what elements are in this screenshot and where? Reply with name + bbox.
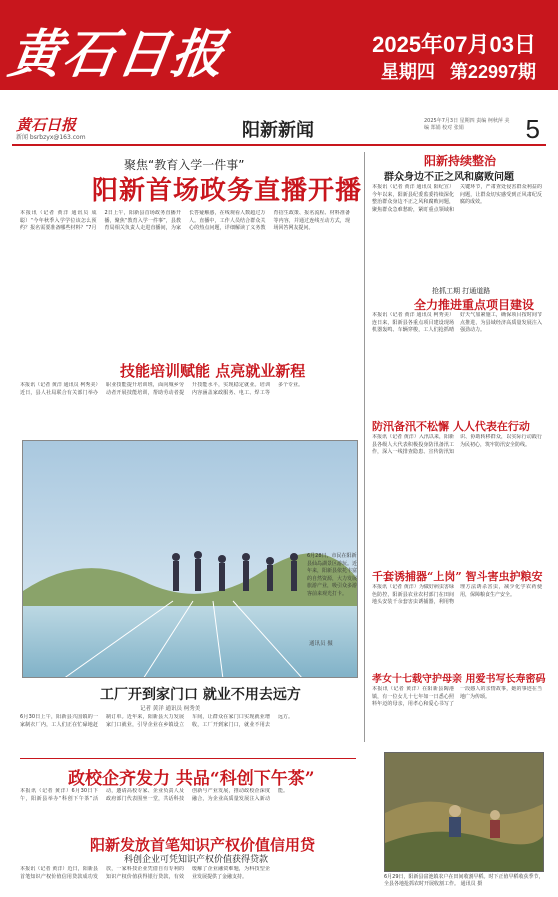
- flood-body: 本报讯（记者 黄洋）入汛以来，阳新县各级人大代表积极投身防汛备汛工作，深入一线排查隐患、宣传防汛知识、协助转移群众，以实际行动践行为民初心，筑牢防汛安全防线。: [372, 434, 542, 455]
- section-title: 阳新新闻: [242, 120, 314, 141]
- photo-credit: 通讯员 摄: [309, 641, 333, 647]
- enterprise-body: 本报讯（记者 黄洋）6月30日下午，阳新县举办“科创下午茶”活动，邀请高校专家、企业负责人及政府部门代表围坐一堂，共话科技创新与产业发展，推动政校企深度融合，为企业高质量发展注入新动能。: [20, 788, 289, 802]
- issue-date: 2025年07月03日: [372, 32, 536, 57]
- harvest-field-photo: [385, 753, 544, 872]
- harvest-credit: 通讯员 摄: [460, 881, 483, 887]
- jobs-byline: 记者 黄洋 通讯员 柯秀美: [140, 706, 201, 712]
- newspaper-logo: 黄石日报: [5, 24, 230, 85]
- ip-loan-body: 本报讯（记者 黄洋）近日，阳新县首笔知识产权价值信用贷款成功发放，一家科技企业凭借自有专利的知识产权价值获得银行贷款，有效缓解了企业融资难题，为科技型企业发展提供了金融支持。: [20, 866, 270, 880]
- harvest-photo: [384, 752, 544, 872]
- care-body: 本报讯（记者 黄洋）在阳新县陶港镇，有一位女儿十七年如一日悉心照料年迈的母亲，用孝心和爱心书写了一段感人的亲情故事，她的事迹在当地广为传颂。: [372, 686, 542, 707]
- jobs-body: 6月30日上午，阳新县兴国镇的一家制衣厂内，工人们正在忙碌地赶制订单。近年来，阳新县大力发展家门口就业，引导企业在乡镇设立车间，让群众在家门口实现就业增收，工厂开到家门口，就业不用去远方。: [20, 714, 294, 728]
- ip-loan-headline: 阳新发放首笔知识产权价值信用贷: [90, 836, 316, 854]
- page-number: 5: [525, 114, 540, 144]
- masthead-bar: [0, 0, 558, 90]
- enterprise-headline: 政校企齐发力 共品“科创下午茶”: [68, 769, 315, 789]
- issue-line: [381, 58, 536, 84]
- lead-kicker: 聚焦“教育入学一件事”: [124, 158, 245, 172]
- issue-number: 第22997期: [449, 62, 536, 82]
- lead-photo: [22, 440, 358, 678]
- pest-headline: 千套诱捕器“上岗” 智斗害虫护粮安: [372, 570, 543, 583]
- jobs-headline: 工厂开到家门口 就业不用去远方: [100, 687, 301, 703]
- discipline-subtitle: 群众身边不正之风和腐败问题: [384, 172, 514, 183]
- page-editors: 2025年7月3日 星期四 责编 柯秋萍 美编 郑娟 校对 张娟: [424, 118, 510, 131]
- flood-headline: 防汛备汛不松懈 人人代表在行动: [372, 420, 530, 433]
- section-rule: [20, 758, 356, 759]
- project-headline: 全力推进重点项目建设: [414, 298, 535, 312]
- lead-headline: 阳新首场政务直播开播: [92, 176, 363, 206]
- page-email: 新闻 bsrbzyx@163.com: [16, 134, 86, 141]
- training-body: 本报讯（记者 黄洋 通讯员 柯秀美）近日，县人社局联合有关部门举办职业技能提升培训班，面向城乡劳动者开展技能培训，帮助劳动者提升技能水平，实现稳定就业。培训内容涵盖家政服务、电工、焊工等多个专业。: [20, 382, 304, 396]
- ip-loan-subtitle: 科创企业可凭知识产权价值获得贷款: [124, 855, 269, 865]
- pest-body: 本报讯（记者 黄洋）为做好病虫害绿色防控，阳新县农业农村部门在田间地头安装千余套害虫诱捕器，利用物理方法诱杀害虫，减少化学农药使用，保障粮食生产安全。: [372, 584, 542, 605]
- discipline-headline: 阳新持续整治: [424, 154, 497, 168]
- discipline-body: 本报讯（记者 黄洋 通讯员 阳纪宣）今年以来，阳新县纪委监委持续深化整治群众身边不正之风和腐败问题，聚焦群众急难愁盼，紧盯重点领域和关键环节，严肃查处侵害群众利益的问题，让群众切实感受到正风肃纪反腐的成效。: [372, 184, 542, 213]
- harvest-caption: [384, 874, 544, 888]
- page-logo: 黄石日报: [16, 116, 77, 134]
- column-divider: [364, 152, 365, 742]
- newspaper-page: [12, 112, 546, 897]
- lead-body: 本报讯（记者 黄洋 通讯员 成聪）“今年秋季入学学位该怎么预约？报名需要准备哪些材料？”7月2日上午，阳新县首场政务直播开播，聚焦“教育入学一件事”，县教育局相关负责人走进直播间，为家长答疑解惑，在线观看人数超过万人。直播中，工作人员结合群众关心的热点问题，详细解读了义务教育招生政策、报名流程、材料准备等内容，并通过连线互动方式，现场回答网友提问。: [20, 210, 350, 231]
- photo-caption: 6月28日，市民在阳新县仙岛湖景区游玩。近年来，阳新县依托丰富的自然资源，大力发展旅游产业，吸引众多游客前来观光打卡。: [307, 553, 358, 597]
- project-kicker: 抢抓工期 打通道路: [432, 287, 491, 295]
- weekday: 星期四: [380, 62, 435, 82]
- training-headline: 技能培训赋能 点亮就业新程: [120, 362, 306, 380]
- page-header: [12, 112, 546, 146]
- care-headline: 孝女十七载守护母亲 用爱书写长寿密码: [372, 674, 546, 685]
- harvest-caption-text: 6月29日，阳新县富池镇农户在田间收割早稻。时下正值早稻收获季节，全县各地抢抓农时开展收割工作。: [384, 874, 544, 887]
- project-body: 本报讯（记者 黄洋 通讯员 柯秀美）连日来，阳新县各重点项目建设现场机器轰鸣、车辆穿梭，工人们抢抓晴好天气加紧施工，确保项目按时间节点推进，为县域经济高质量发展注入强劲动力。: [372, 312, 542, 333]
